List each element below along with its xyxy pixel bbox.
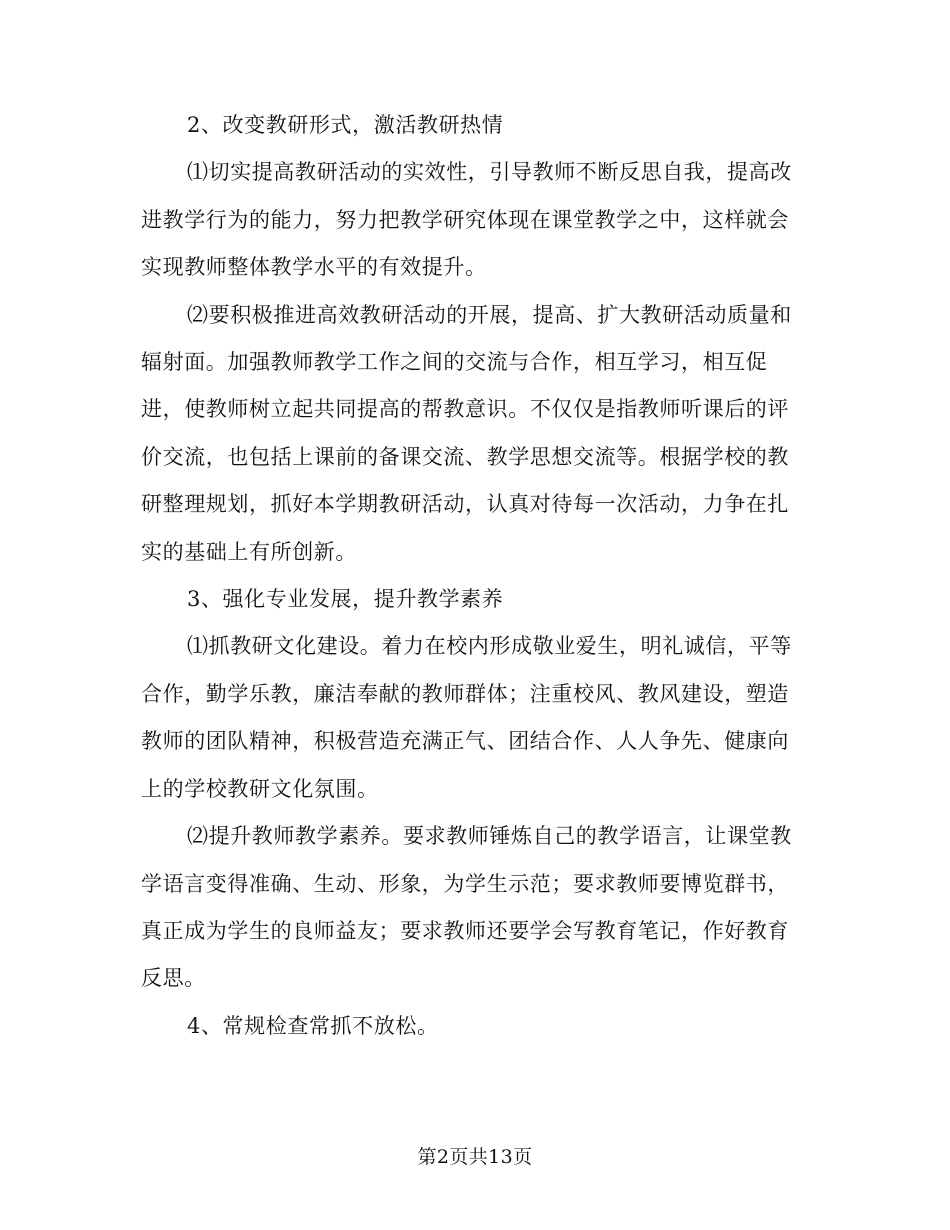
section-heading: 2、改变教研形式，激活教研热情	[187, 113, 504, 137]
section-heading: 3、强化专业发展，提升教学素养	[187, 587, 504, 612]
document-body	[141, 102, 801, 1050]
section-heading: 4、常规检查常抓不放松。	[187, 1013, 439, 1038]
paragraph: ⑴切实提高教研活动的实效性，引导教师不断反思自我，提高改进教学行为的能力，努力把教学研究体现在课堂教学之中，这样就会实现教师整体教学水平的有效提升。	[141, 160, 792, 280]
page-number-footer: 第2页共13页	[417, 1146, 533, 1168]
paragraph: ⑵提升教师教学素养。要求教师锤炼自己的教学语言，让课堂教学语言变得准确、生动、形象，为学生示范；要求教师要博览群书，真正成为学生的良师益友；要求教师还要学会写教育笔记，作好教育反思。	[141, 824, 792, 991]
paragraph: ⑵要积极推进高效教研活动的开展，提高、扩大教研活动质量和辐射面。加强教师教学工作之间的交流与合作，相互学习，相互促进，使教师树立起共同提高的帮教意识。不仅仅是指教师听课后的评价交流，也包括上课前的备课交流、教学思想交流等。根据学校的教研整理规划，抓好本学期教研活动，认真对待每一次活动，力争在扎实的基础上有所创新。	[141, 302, 792, 564]
paragraph: ⑴抓教研文化建设。着力在校内形成敬业爱生，明礼诚信，平等合作，勤学乐教，廉洁奉献的教师群体；注重校风、教风建设，塑造教师的团队精神，积极营造充满正气、团结合作、人人争先、健康向上的学校教研文化氛围。	[141, 634, 792, 801]
